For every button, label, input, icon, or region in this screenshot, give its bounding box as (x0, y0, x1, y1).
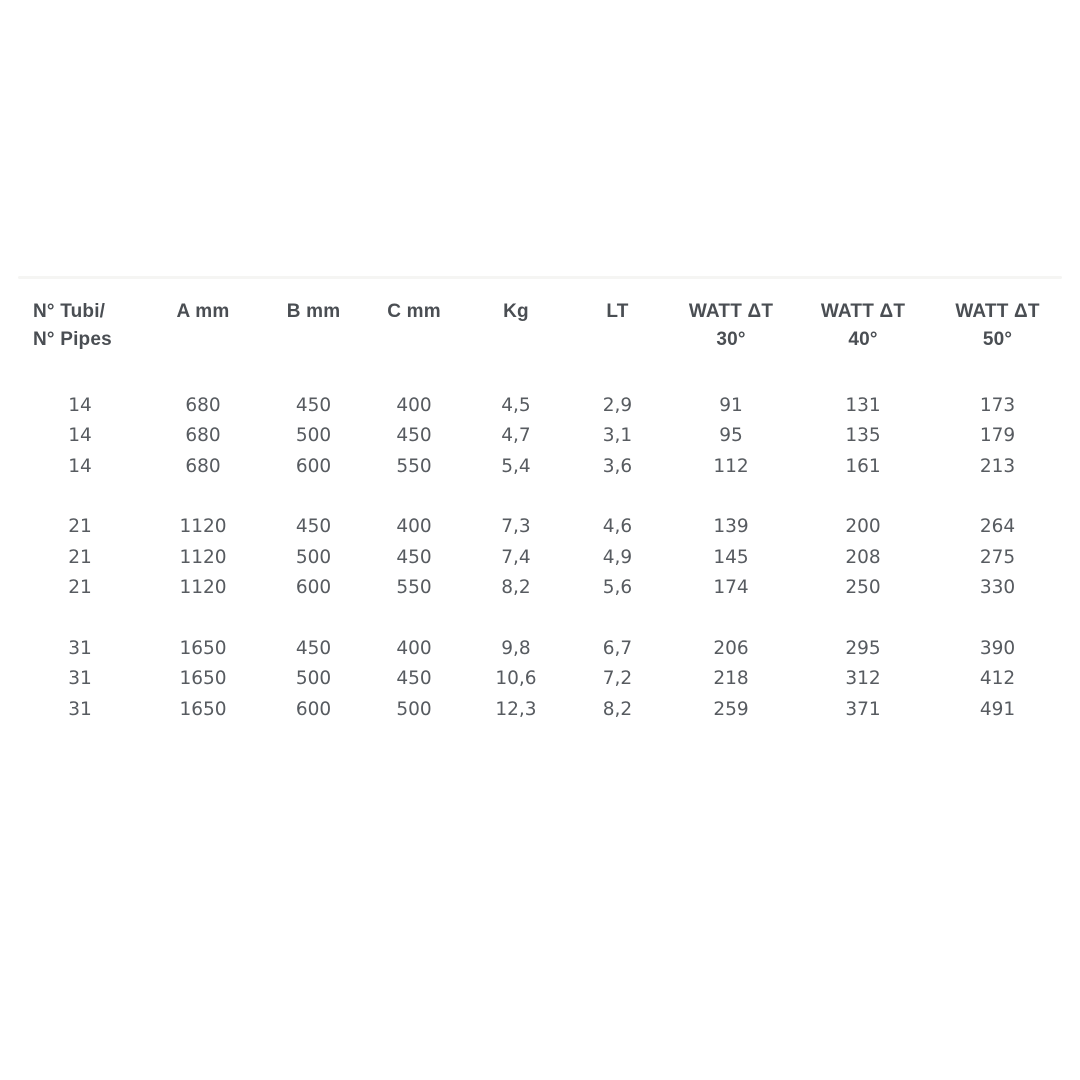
table-cell: 145 (713, 546, 749, 568)
column-header-line1: WATT ΔT (820, 301, 906, 322)
table-cell: 450 (295, 637, 332, 659)
table-cell: 275 (979, 546, 1016, 568)
table-cell: 7,3 (501, 516, 531, 538)
column-header-pipes (18, 277, 142, 390)
column-header-watt-dt-30 (668, 277, 794, 390)
table-cell: 1650 (179, 698, 227, 720)
table-header-row (18, 277, 1063, 390)
table-cell: 1120 (179, 516, 227, 538)
table-cell: 259 (713, 698, 749, 720)
table-cell: 10,6 (495, 668, 537, 690)
column-header-kg (465, 277, 567, 390)
column-header-line1: WATT ΔT (955, 301, 1040, 322)
table-row (18, 390, 1063, 421)
table-body (18, 390, 1063, 725)
table-cell: 330 (979, 577, 1016, 599)
table-row (18, 603, 1063, 664)
column-header-line2: 50° (982, 329, 1013, 350)
table-cell: 31 (68, 637, 92, 659)
table-cell: 390 (979, 637, 1016, 659)
table-cell: 14 (68, 455, 92, 477)
table-cell: 450 (295, 516, 332, 538)
table-cell: 600 (295, 577, 332, 599)
table-cell: 31 (68, 668, 92, 690)
table-cell: 21 (68, 577, 92, 599)
table-cell: 3,1 (602, 425, 633, 447)
column-header-line2: 30° (716, 329, 746, 350)
table-cell: 412 (979, 668, 1016, 690)
table-cell: 161 (845, 455, 881, 477)
table-header (18, 277, 1063, 390)
table-cell: 208 (845, 546, 881, 568)
table-cell: 264 (979, 516, 1016, 538)
table-cell: 174 (713, 577, 749, 599)
table-cell: 2,9 (602, 394, 633, 416)
column-header-line2: 40° (848, 329, 878, 350)
table-cell: 600 (295, 455, 332, 477)
table-row (18, 573, 1063, 604)
column-header-line1: A mm (176, 301, 230, 322)
table-cell: 450 (295, 394, 332, 416)
table-cell: 173 (979, 394, 1016, 416)
table-cell: 1120 (179, 577, 227, 599)
table-cell: 21 (68, 546, 92, 568)
table-cell: 680 (185, 455, 221, 477)
table-cell: 1120 (179, 546, 227, 568)
table-cell: 7,2 (602, 668, 633, 690)
column-header-line1: WATT ΔT (688, 301, 774, 322)
column-header-line1: C mm (387, 301, 441, 322)
table-cell: 14 (68, 425, 92, 447)
column-header-watt-dt-40 (794, 277, 932, 390)
table-cell: 295 (845, 637, 881, 659)
table-cell: 131 (845, 394, 881, 416)
table-row (18, 542, 1063, 573)
column-header-line1: N° Tubi/ (33, 301, 106, 322)
table-cell: 4,7 (501, 425, 531, 447)
table-cell: 1650 (179, 637, 227, 659)
table-cell: 500 (295, 546, 332, 568)
table-cell: 250 (845, 577, 881, 599)
table-cell: 400 (396, 394, 432, 416)
table-cell: 4,5 (501, 394, 531, 416)
table-cell: 550 (396, 455, 432, 477)
table-cell: 680 (185, 425, 221, 447)
table-cell: 7,4 (501, 546, 531, 568)
table-row (18, 421, 1063, 452)
column-header-c-mm (363, 277, 465, 390)
table-cell: 4,9 (602, 546, 633, 568)
table-cell: 218 (713, 668, 749, 690)
table-row (18, 451, 1063, 482)
table-cell: 139 (713, 516, 749, 538)
table-cell: 31 (68, 698, 92, 720)
table-cell: 5,6 (602, 577, 633, 599)
table-cell: 91 (719, 394, 743, 416)
table-cell: 312 (845, 668, 881, 690)
table-cell: 500 (295, 425, 332, 447)
table-cell: 95 (719, 425, 743, 447)
table-cell: 206 (713, 637, 749, 659)
table-cell: 680 (185, 394, 221, 416)
table-cell: 3,6 (602, 455, 633, 477)
table-cell: 112 (713, 455, 749, 477)
table-cell: 450 (396, 668, 432, 690)
column-header-watt-dt-50 (932, 277, 1063, 390)
table-cell: 550 (396, 577, 432, 599)
table-cell: 491 (979, 698, 1016, 720)
table-cell: 600 (295, 698, 332, 720)
table-cell: 6,7 (602, 637, 633, 659)
column-header-line1: Kg (503, 301, 529, 322)
table-cell: 8,2 (602, 698, 633, 720)
table-cell: 400 (396, 516, 432, 538)
table-row (18, 694, 1063, 725)
table-cell: 200 (845, 516, 881, 538)
table-cell: 450 (396, 546, 432, 568)
column-header-line1: LT (606, 301, 629, 322)
table-cell: 179 (979, 425, 1016, 447)
table-cell: 5,4 (501, 455, 531, 477)
column-header-line2: N° Pipes (33, 329, 112, 350)
table-cell: 213 (979, 455, 1016, 477)
table-cell: 14 (68, 394, 92, 416)
table-row (18, 482, 1063, 543)
table-cell: 135 (845, 425, 881, 447)
table-cell: 9,8 (501, 637, 531, 659)
table-cell: 400 (396, 637, 432, 659)
table-cell: 450 (396, 425, 432, 447)
table-cell: 371 (845, 698, 881, 720)
table-cell: 500 (295, 668, 332, 690)
table-cell: 12,3 (495, 698, 537, 720)
table-cell: 21 (68, 516, 92, 538)
column-header-line1: B mm (286, 301, 341, 322)
table-row (18, 664, 1063, 695)
column-header-b-mm (264, 277, 363, 390)
table-cell: 8,2 (501, 577, 531, 599)
table-cell: 4,6 (602, 516, 633, 538)
table-cell: 500 (396, 698, 432, 720)
spec-table (18, 277, 1063, 725)
column-header-a-mm (142, 277, 264, 390)
column-header-lt (567, 277, 668, 390)
table-cell: 1650 (179, 668, 227, 690)
